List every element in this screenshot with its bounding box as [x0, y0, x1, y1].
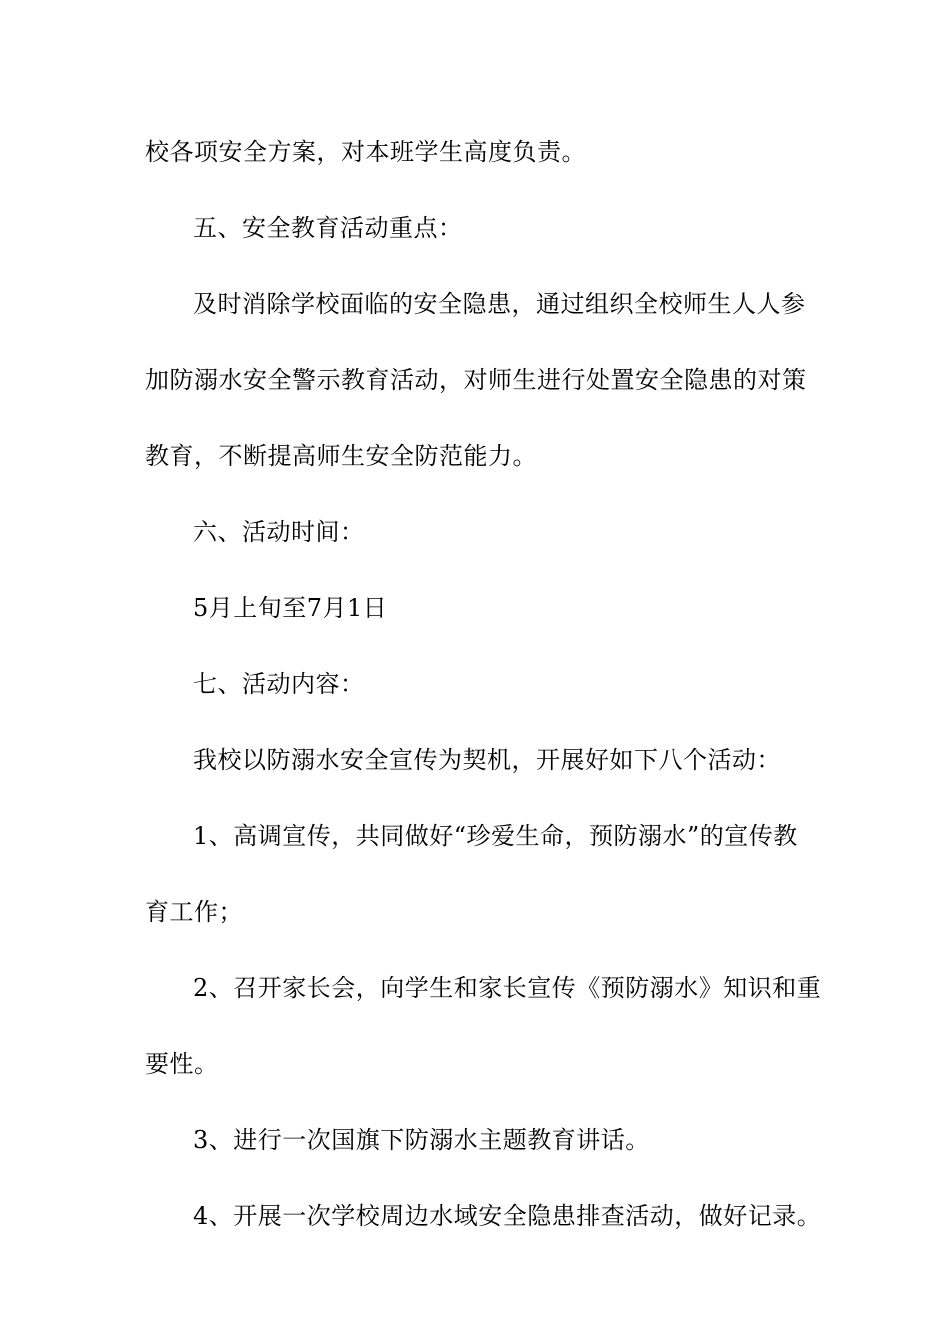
section-heading-5: 五、安全教育活动重点： [193, 214, 463, 242]
list-item-3: 3、进行一次国旗下防溺水主题教育讲话。 [193, 1126, 650, 1154]
list-item-1-continued: 育工作； [145, 898, 243, 926]
list-item-2-continued: 要性。 [145, 1050, 219, 1078]
section-heading-6: 六、活动时间： [193, 518, 365, 546]
activity-time: 5月上旬至7月1日 [193, 594, 388, 622]
list-item-1: 1、高调宣传，共同做好“珍爱生命，预防溺水”的宣传教 [193, 822, 798, 850]
section-heading-7: 七、活动内容： [193, 670, 365, 698]
paragraph-line: 教育，不断提高师生安全防范能力。 [145, 442, 537, 470]
paragraph-line: 及时消除学校面临的安全隐患，通过组织全校师生人人参 [193, 290, 806, 318]
paragraph-line: 我校以防溺水安全宣传为契机，开展好如下八个活动： [193, 746, 781, 774]
paragraph-line: 加防溺水安全警示教育活动，对师生进行处置安全隐患的对策 [145, 366, 807, 394]
list-item-2: 2、召开家长会，向学生和家长宣传《预防溺水》知识和重 [193, 974, 822, 1002]
list-item-4: 4、开展一次学校周边水域安全隐患排查活动，做好记录。 [193, 1202, 822, 1230]
paragraph-line: 校各项安全方案，对本班学生高度负责。 [145, 138, 586, 166]
